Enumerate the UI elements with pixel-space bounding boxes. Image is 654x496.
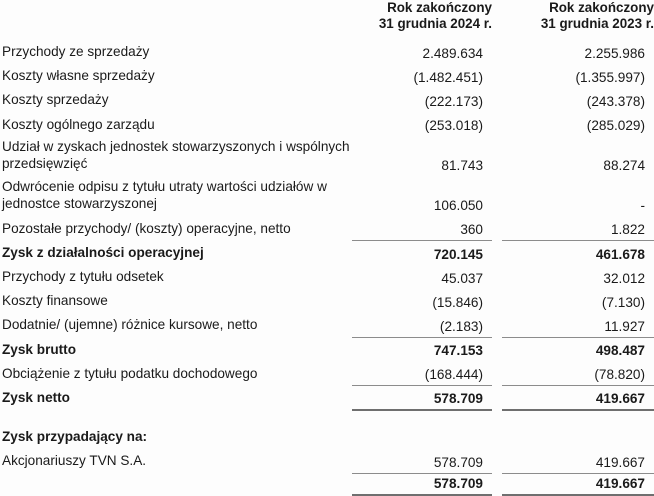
row-value-2024: 360 xyxy=(460,222,483,237)
subtotal-row-gross-profit xyxy=(0,337,654,361)
row-label: Dodatnie/ (ujemne) różnice kursowe, netto xyxy=(2,317,258,333)
table-row xyxy=(0,216,654,240)
row-label: Koszty finansowe xyxy=(2,293,108,309)
attribution-row xyxy=(0,449,654,473)
table-row xyxy=(0,64,654,88)
row-value-2023: 2.255.986 xyxy=(584,45,645,61)
subtotal-row-operating-profit xyxy=(0,240,654,264)
row-value-2024: (253.018) xyxy=(424,118,483,134)
row-value-2024: 81.743 xyxy=(441,158,483,174)
table-row xyxy=(0,88,654,112)
row-label: Obciążenie z tytułu podatku dochodowego xyxy=(2,365,258,381)
header-year-2024 xyxy=(352,0,492,40)
row-label: Koszty sprzedaży xyxy=(2,92,109,108)
row-value-2024: 720.145 xyxy=(352,240,492,264)
header-year-2024-line1: Rok zakończony xyxy=(387,0,492,15)
row-value-2024: 578.709 xyxy=(352,386,492,410)
header-year-2023-line1: Rok zakończony xyxy=(549,0,654,15)
row-value-2024: 45.037 xyxy=(441,270,483,286)
table-row xyxy=(0,361,654,385)
table-row xyxy=(0,289,654,313)
attribution-total-row xyxy=(0,473,654,495)
row-value-2023: 32.012 xyxy=(603,270,645,286)
row-gap-2 xyxy=(492,337,502,361)
row-label: Odwrócenie odpisu z tytułu utraty wartości udziałów w jednostce stowarzyszonej xyxy=(2,179,327,212)
row-value-2023: 11.927 xyxy=(604,318,645,334)
row-label: Koszty ogólnego zarządu xyxy=(2,116,155,132)
attribution-heading: Zysk przypadający na: xyxy=(2,429,148,445)
row-value-2024: 578.709 xyxy=(433,454,483,470)
row-gap-2 xyxy=(492,64,502,88)
row-gap-2 xyxy=(492,361,502,385)
row-label: Przychody ze sprzedaży xyxy=(2,44,150,60)
row-gap-2 xyxy=(492,313,502,337)
table-row xyxy=(0,176,654,216)
table-row xyxy=(0,313,654,337)
row-value-2024: 747.153 xyxy=(352,337,492,361)
row-value-2023: (78.820) xyxy=(594,367,645,383)
row-value-2023: - xyxy=(640,198,645,214)
header-year-2024-line2: 31 grudnia 2024 r. xyxy=(378,16,492,32)
row-value-2023: (7.130) xyxy=(601,295,645,311)
header-label-column xyxy=(0,0,350,40)
row-gap-2 xyxy=(492,265,502,289)
attribution-heading-row xyxy=(0,425,654,449)
row-label: Koszty własne sprzedaży xyxy=(2,68,155,84)
header-year-2023-line2: 31 grudnia 2023 r. xyxy=(540,16,654,32)
row-label: Akcjonariuszy TVN S.A. xyxy=(2,453,147,469)
row-gap-2 xyxy=(492,216,502,240)
header-year-2023 xyxy=(502,0,654,40)
header-spacer-2 xyxy=(492,0,502,40)
row-value-2024: 106.050 xyxy=(433,198,483,214)
row-value-2024: 578.709 xyxy=(352,473,492,495)
row-gap-2 xyxy=(492,473,502,495)
row-value-2023: (1.355.997) xyxy=(575,70,645,86)
row-value-2024: (222.173) xyxy=(424,94,483,110)
row-gap-2 xyxy=(492,136,502,176)
row-value-2023: 419.667 xyxy=(502,473,654,495)
row-value-2023: 419.667 xyxy=(595,454,645,470)
row-gap-2 xyxy=(492,386,502,410)
row-value-2024: (15.846) xyxy=(432,295,483,311)
row-value-2023: 88.274 xyxy=(603,158,645,174)
header-row xyxy=(0,0,654,40)
table-body xyxy=(0,40,654,495)
row-value-2024: (2.183) xyxy=(439,318,483,334)
row-label: Zysk brutto xyxy=(2,341,77,357)
row-label: Zysk netto xyxy=(2,389,70,405)
row-label: Udział w zyskach jednostek stowarzyszonych i wspólnych przedsięwzięć xyxy=(2,139,350,172)
attribution-heading-value-2023 xyxy=(502,425,654,449)
row-value-2024: (1.482.451) xyxy=(413,70,483,86)
table-row xyxy=(0,136,654,176)
row-value-2024: (168.444) xyxy=(424,367,483,383)
row-gap-2 xyxy=(492,40,502,64)
row-gap-2 xyxy=(492,176,502,216)
row-value-2023: 498.487 xyxy=(502,337,654,361)
table-row xyxy=(0,112,654,136)
attribution-heading-value-2024 xyxy=(352,425,492,449)
row-value-2023: 1.822 xyxy=(610,222,645,237)
table-row xyxy=(0,40,654,64)
table-row xyxy=(0,265,654,289)
row-gap-2 xyxy=(492,88,502,112)
row-label xyxy=(0,473,350,495)
row-value-2023: 419.667 xyxy=(502,386,654,410)
table-header xyxy=(0,0,654,40)
row-gap-2 xyxy=(492,289,502,313)
row-value-2023: 461.678 xyxy=(502,240,654,264)
row-value-2023: (285.029) xyxy=(586,118,645,134)
total-row-net-profit xyxy=(0,386,654,410)
row-label: Zysk z działalności operacyjnej xyxy=(2,244,204,260)
row-label: Pozostałe przychody/ (koszty) operacyjne, netto xyxy=(2,220,291,236)
row-gap-2 xyxy=(492,240,502,264)
row-gap-2 xyxy=(492,112,502,136)
row-label: Przychody z tytułu odsetek xyxy=(2,269,164,285)
section-spacer xyxy=(0,410,654,425)
row-gap-2 xyxy=(492,449,502,473)
row-gap-2 xyxy=(492,425,502,449)
row-value-2023: (243.378) xyxy=(586,94,645,110)
row-value-2024: 2.489.634 xyxy=(422,45,483,61)
